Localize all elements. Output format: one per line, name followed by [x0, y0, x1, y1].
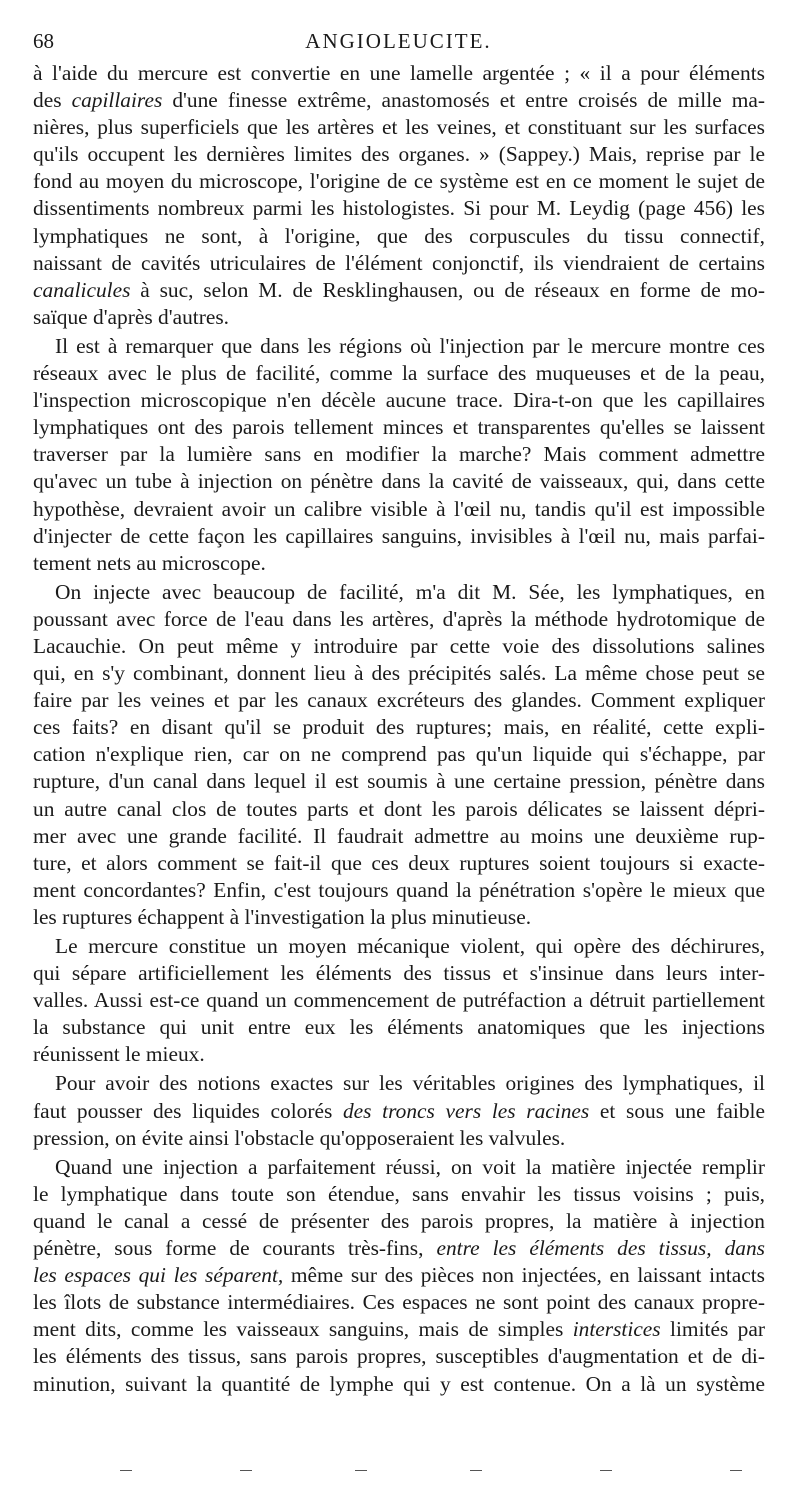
text-line — [33, 1262, 765, 1289]
paragraph — [33, 60, 765, 331]
text-line — [33, 387, 765, 414]
text-run: mer avec une grande facilité. Il faudrait admettre au moins une deuxième rup- — [33, 823, 765, 848]
text-run: traverser par la lumière sans en modifier la marche? Mais comment admettre — [33, 442, 765, 467]
text-run: poussant avec force de l'eau dans les artères, d'après la méthode hydrotomique de — [33, 606, 765, 631]
print-mark — [730, 1470, 742, 1471]
text-line — [33, 877, 765, 904]
text-run: Lacauchie. On peut même y introduire par cette voie des dissolutions salines — [33, 633, 765, 658]
text-run: d'injecter de cette façon les capillaires sanguins, invisibles à l'œil nu, mais parfai- — [33, 523, 765, 548]
text-line — [33, 606, 765, 633]
text-line — [33, 960, 765, 987]
text-run: ture, et alors comment se fait-il que ces deux ruptures soient toujours si exacte- — [33, 850, 765, 875]
text-run: valles. Aussi est-ce quand un commencement de putréfaction a détruit partiellement — [33, 988, 765, 1013]
print-mark — [355, 1470, 367, 1471]
text-run: Le mercure constitue un moyen mécanique violent, qui opère des déchirures, — [55, 934, 765, 958]
text-line — [33, 496, 765, 523]
text-line — [33, 714, 765, 741]
text-line — [33, 168, 765, 195]
page-bottom-marks — [0, 1460, 800, 1480]
text-run: qui, en s'y combinant, donnent lieu à des précipités salés. La même chose peut se — [33, 661, 765, 686]
text-run: qu'ils occupent les dernières limites des organes. » (Sappey.) Mais, reprise par le — [33, 142, 765, 167]
text-run: cation n'explique rien, car on ne comprend pas qu'un liquide qui s'échappe, par — [33, 742, 765, 767]
text-line — [33, 987, 765, 1014]
text-line — [33, 1125, 765, 1152]
text-line — [33, 1181, 765, 1208]
print-mark — [240, 1470, 252, 1471]
text-line — [33, 87, 765, 114]
text-run: hypothèse, devraient avoir un calibre visible à l'œil nu, tandis qu'il est impossible — [33, 496, 765, 521]
italic-text-run: capillaires — [71, 88, 163, 113]
text-run: faut pousser des liquides colorés — [33, 1098, 343, 1123]
text-run: d'une finesse extrême, anastomosés et entre croisés de mille ma- — [162, 88, 765, 113]
text-run: le lymphatique dans toute son étendue, sans envahir les tissus voisins ; puis, — [33, 1181, 765, 1206]
text-line — [33, 277, 765, 304]
paragraph — [33, 1154, 765, 1398]
text-run: pénètre, sous forme de courants très-fins, — [33, 1236, 437, 1261]
text-line — [33, 333, 765, 360]
text-line — [33, 1289, 765, 1316]
text-line — [33, 441, 765, 468]
text-line — [33, 1371, 765, 1398]
text-run: les ruptures échappent à l'investigation la plus minutieuse. — [33, 904, 532, 929]
text-line — [33, 687, 765, 714]
text-run: même sur des pièces non injectées, en laissant intacts — [283, 1263, 765, 1288]
running-title: ANGIOLEUCITE. — [305, 29, 492, 53]
text-run: ment dits, comme les vaisseaux sanguins, mais de simples — [33, 1317, 573, 1342]
italic-text-run: des troncs vers les racines — [342, 1098, 590, 1123]
text-line — [33, 660, 765, 687]
paragraph — [33, 1070, 765, 1151]
text-run: à l'aide du mercure est convertie en une lamelle argentée ; « il a pour éléments — [33, 61, 765, 85]
text-run: dissentiments nombreux parmi les histologistes. Si pour M. Leydig (page 456) les — [33, 196, 765, 221]
text-line — [33, 523, 765, 550]
text-line — [33, 550, 765, 577]
text-line — [33, 1041, 765, 1068]
text-line — [33, 195, 765, 222]
text-run: l'inspection microscopique n'en décèle aucune trace. Dira-t-on que les capillaires — [33, 388, 765, 413]
text-run: ces faits? en disant qu'il se produit des ruptures; mais, en réalité, cette expli- — [33, 715, 765, 740]
paragraph — [33, 933, 765, 1068]
text-run: qu'avec un tube à injection on pénètre dans la cavité de vaisseaux, qui, dans cette — [33, 469, 765, 494]
body-text — [33, 60, 765, 1400]
text-line — [33, 1098, 765, 1125]
italic-text-run: les espaces qui les séparent, — [33, 1263, 284, 1288]
text-run: quand le canal a cessé de présenter des parois propres, la matière à injection — [33, 1208, 765, 1233]
text-run: lymphatiques ont des parois tellement minces et transparentes qu'elles se laissent — [33, 415, 765, 440]
print-mark — [470, 1470, 482, 1471]
text-run: la substance qui unit entre eux les éléments anatomiques que les injections — [33, 1015, 765, 1040]
paragraph — [33, 579, 765, 931]
text-line — [33, 1235, 765, 1262]
text-run: Quand une injection a parfaitement réussi, on voit la matière injectée remplir — [55, 1154, 765, 1179]
text-run: limités par — [660, 1317, 765, 1342]
text-line — [33, 414, 765, 441]
print-mark — [120, 1470, 132, 1471]
print-mark — [600, 1470, 612, 1471]
text-line — [33, 823, 765, 850]
text-line — [33, 141, 765, 168]
text-run: ment concordantes? Enfin, c'est toujours quand la pénétration s'opère le mieux que — [33, 877, 765, 902]
text-run: faire par les veines et par les canaux excréteurs des glandes. Comment expliquer — [33, 688, 765, 713]
text-run: à suc, selon M. de Resklinghausen, ou de réseaux en forme de mo- — [130, 277, 765, 302]
text-line — [33, 579, 765, 606]
text-line — [33, 1208, 765, 1235]
text-line — [33, 796, 765, 823]
text-run: lymphatiques ne sont, à l'origine, que des corpuscules du tissu connectif, — [33, 223, 765, 248]
text-run: On injecte avec beaucoup de facilité, m'a dit M. Sée, les lymphatiques, en — [55, 579, 765, 604]
text-run: minution, suivant la quantité de lymphe qui y est contenue. On a là un système — [33, 1371, 765, 1396]
text-line — [33, 114, 765, 141]
page-header — [33, 27, 764, 61]
text-line — [33, 741, 765, 768]
text-run: naissant de cavités utriculaires de l'élément conjonctif, ils viendraient de certains — [33, 250, 765, 275]
paragraph — [33, 333, 765, 577]
text-line — [33, 933, 765, 960]
text-line — [33, 850, 765, 877]
text-line — [33, 1070, 765, 1097]
text-line — [33, 1316, 765, 1343]
text-run: rupture, d'un canal dans lequel il est soumis à une certaine pression, pénètre dans — [33, 769, 765, 794]
text-line — [33, 304, 765, 331]
text-line — [33, 1154, 765, 1181]
text-run: réseaux avec le plus de facilité, comme la surface des muqueuses et de la peau, — [33, 361, 765, 386]
text-run: Il est à remarquer que dans les régions où l'injection par le mercure montre ces — [55, 333, 765, 358]
text-run: fond au moyen du microscope, l'origine de ce système est en ce moment le sujet de — [33, 169, 765, 194]
text-line — [33, 904, 765, 931]
italic-text-run: interstices — [572, 1317, 661, 1342]
text-line — [33, 60, 765, 87]
text-run: pression, on évite ainsi l'obstacle qu'opposeraient les valvules. — [33, 1125, 566, 1150]
text-line — [33, 250, 765, 277]
text-run: un autre canal clos de toutes parts et dont les parois délicates se laissent dépri- — [33, 796, 765, 821]
text-line — [33, 468, 765, 495]
text-run: des — [33, 88, 72, 113]
text-line — [33, 1343, 765, 1370]
italic-text-run: canalicules — [33, 277, 131, 302]
text-run: les éléments des tissus, sans parois propres, susceptibles d'augmentation et de di- — [33, 1344, 765, 1369]
text-run: les îlots de substance intermédiaires. Ces espaces ne sont point des canaux propre- — [33, 1290, 765, 1315]
text-run: et sous une faible — [589, 1098, 765, 1123]
text-run: saïque d'après d'autres. — [33, 304, 229, 329]
text-run: réunissent le mieux. — [33, 1042, 205, 1067]
text-line — [33, 223, 765, 250]
italic-text-run: entre les éléments des tissus, dans — [436, 1236, 765, 1261]
text-line — [33, 768, 765, 795]
text-line — [33, 1014, 765, 1041]
text-run: qui sépare artificiellement les éléments des tissus et s'insinue dans leurs inter- — [33, 961, 765, 986]
text-line — [33, 360, 765, 387]
page-number: 68 — [33, 29, 54, 53]
text-run: Pour avoir des notions exactes sur les véritables origines des lymphatiques, il — [55, 1071, 765, 1096]
text-run: nières, plus superficiels que les artères et les veines, et constituant sur les surfaces — [33, 115, 765, 140]
text-run: tement nets au microscope. — [33, 550, 266, 575]
text-line — [33, 633, 765, 660]
